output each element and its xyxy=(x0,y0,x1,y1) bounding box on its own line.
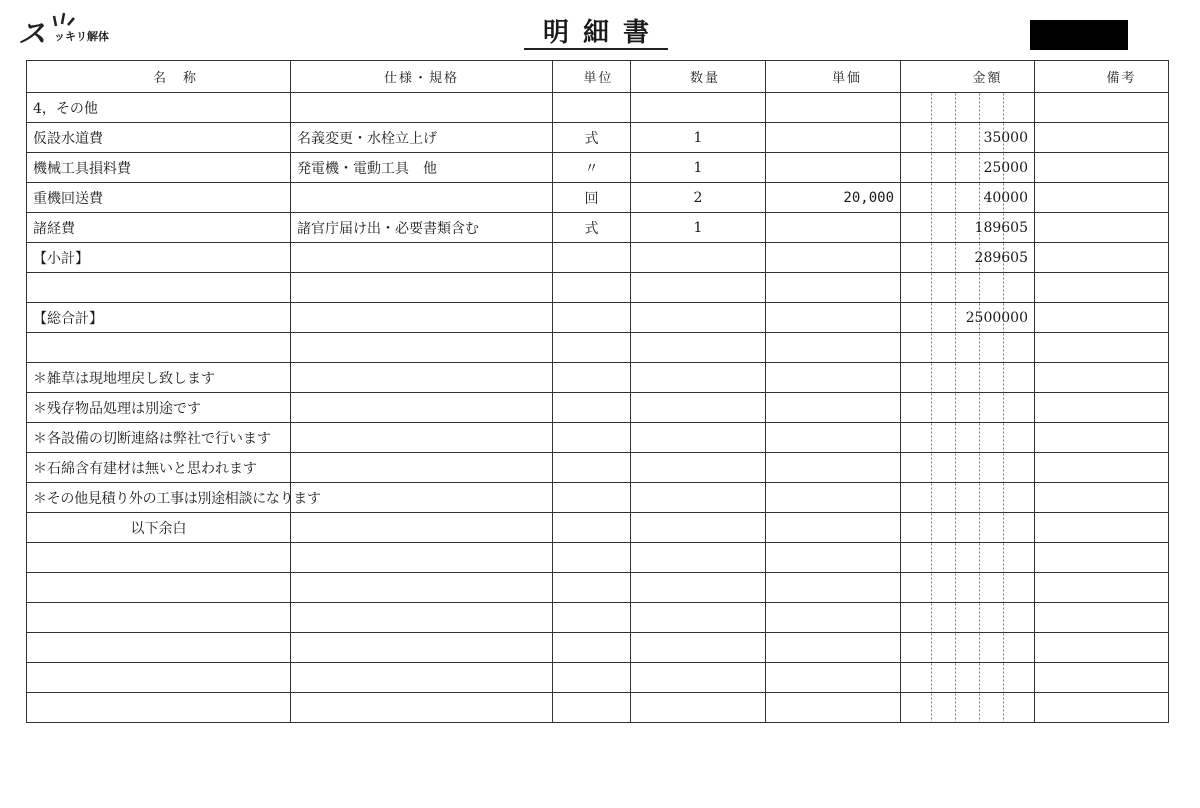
cell-price xyxy=(766,93,901,123)
cell-name xyxy=(27,543,291,573)
cell-name: 以下余白 xyxy=(27,513,291,543)
cell-qty xyxy=(631,423,766,453)
cell-price xyxy=(766,663,901,693)
cell-amount: 40000 xyxy=(901,183,1035,213)
cell-spec xyxy=(291,273,553,303)
cell-qty xyxy=(631,273,766,303)
cell-price xyxy=(766,453,901,483)
cell-price xyxy=(766,573,901,603)
cell-qty: 1 xyxy=(631,153,766,183)
cell-name: ＊その他見積り外の工事は別途相談になります xyxy=(27,483,291,513)
table-row xyxy=(27,213,1169,243)
cell-note xyxy=(1035,543,1169,573)
cell-note xyxy=(1035,423,1169,453)
cell-name xyxy=(27,333,291,363)
cell-amount: 189605 xyxy=(901,213,1035,243)
cell-note xyxy=(1035,303,1169,333)
cell-note xyxy=(1035,453,1169,483)
cell-unit: 式 xyxy=(553,213,631,243)
table-row xyxy=(27,333,1169,363)
cell-unit xyxy=(553,333,631,363)
cell-qty xyxy=(631,573,766,603)
cell-unit xyxy=(553,693,631,723)
cell-amount xyxy=(901,483,1035,513)
cell-qty xyxy=(631,363,766,393)
table-row xyxy=(27,693,1169,723)
cell-note xyxy=(1035,603,1169,633)
cell-spec xyxy=(291,543,553,573)
table-row xyxy=(27,393,1169,423)
cell-amount xyxy=(901,93,1035,123)
document-title: 明細書 xyxy=(524,18,668,50)
cell-name: ＊石綿含有建材は無いと思われます xyxy=(27,453,291,483)
table-row xyxy=(27,603,1169,633)
cell-amount xyxy=(901,633,1035,663)
cell-qty xyxy=(631,483,766,513)
header-amount: 金額 xyxy=(901,61,1035,93)
cell-name: 重機回送費 xyxy=(27,183,291,213)
cell-spec xyxy=(291,513,553,543)
cell-spec xyxy=(291,633,553,663)
cell-unit xyxy=(553,573,631,603)
cell-spec xyxy=(291,363,553,393)
cell-amount xyxy=(901,513,1035,543)
cell-note xyxy=(1035,183,1169,213)
cell-price xyxy=(766,543,901,573)
cell-note xyxy=(1035,393,1169,423)
cell-qty xyxy=(631,663,766,693)
table-body xyxy=(27,93,1169,723)
cell-spec xyxy=(291,393,553,423)
table-row xyxy=(27,633,1169,663)
detail-table xyxy=(26,60,1169,723)
cell-name: ＊雑草は現地埋戻し致します xyxy=(27,363,291,393)
cell-price xyxy=(766,423,901,453)
cell-unit: 回 xyxy=(553,183,631,213)
cell-amount xyxy=(901,363,1035,393)
cell-note xyxy=(1035,93,1169,123)
cell-price xyxy=(766,633,901,663)
cell-unit: 〃 xyxy=(553,153,631,183)
cell-spec: 発電機・電動工具 他 xyxy=(291,153,553,183)
header-qty: 数量 xyxy=(631,61,766,93)
cell-name: 【小計】 xyxy=(27,243,291,273)
cell-amount xyxy=(901,333,1035,363)
cell-spec xyxy=(291,93,553,123)
cell-note xyxy=(1035,213,1169,243)
cell-name xyxy=(27,693,291,723)
cell-qty xyxy=(631,453,766,483)
header-name: 名 称 xyxy=(27,61,291,93)
cell-price xyxy=(766,363,901,393)
cell-amount: 35000 xyxy=(901,123,1035,153)
table-row xyxy=(27,573,1169,603)
cell-price: 20,000 xyxy=(766,183,901,213)
cell-amount xyxy=(901,663,1035,693)
cell-note xyxy=(1035,363,1169,393)
cell-spec xyxy=(291,423,553,453)
cell-price xyxy=(766,123,901,153)
cell-note xyxy=(1035,693,1169,723)
cell-qty xyxy=(631,93,766,123)
logo-mark: ス xyxy=(18,17,47,50)
cell-spec xyxy=(291,663,553,693)
cell-name xyxy=(27,273,291,303)
cell-spec xyxy=(291,453,553,483)
table-row xyxy=(27,93,1169,123)
table-row xyxy=(27,453,1169,483)
cell-unit xyxy=(553,633,631,663)
cell-unit xyxy=(553,543,631,573)
cell-amount: 25000 xyxy=(901,153,1035,183)
cell-amount xyxy=(901,393,1035,423)
sparkle-icon xyxy=(52,10,78,28)
cell-unit xyxy=(553,603,631,633)
table-row xyxy=(27,303,1169,333)
cell-unit: 式 xyxy=(553,123,631,153)
company-logo xyxy=(18,10,128,50)
cell-note xyxy=(1035,483,1169,513)
cell-unit xyxy=(553,93,631,123)
cell-qty xyxy=(631,513,766,543)
cell-name xyxy=(27,633,291,663)
cell-unit xyxy=(553,663,631,693)
cell-name: 4，その他 xyxy=(27,93,291,123)
cell-price xyxy=(766,483,901,513)
cell-note xyxy=(1035,333,1169,363)
table-row xyxy=(27,483,1169,513)
header-unit: 単位 xyxy=(553,61,631,93)
cell-price xyxy=(766,393,901,423)
cell-amount xyxy=(901,693,1035,723)
cell-qty: 2 xyxy=(631,183,766,213)
cell-unit xyxy=(553,303,631,333)
table-row xyxy=(27,243,1169,273)
cell-price xyxy=(766,693,901,723)
cell-spec xyxy=(291,243,553,273)
cell-note xyxy=(1035,243,1169,273)
cell-qty: 1 xyxy=(631,213,766,243)
cell-name: 【総合計】 xyxy=(27,303,291,333)
cell-unit xyxy=(553,513,631,543)
cell-unit xyxy=(553,273,631,303)
cell-note xyxy=(1035,633,1169,663)
table-row xyxy=(27,273,1169,303)
table-row xyxy=(27,363,1169,393)
cell-qty xyxy=(631,333,766,363)
cell-spec xyxy=(291,183,553,213)
cell-qty xyxy=(631,693,766,723)
table-row xyxy=(27,663,1169,693)
cell-price xyxy=(766,333,901,363)
cell-amount xyxy=(901,273,1035,303)
cell-name: 仮設水道費 xyxy=(27,123,291,153)
cell-note xyxy=(1035,123,1169,153)
table-row xyxy=(27,543,1169,573)
cell-qty xyxy=(631,393,766,423)
cell-price xyxy=(766,603,901,633)
cell-note xyxy=(1035,273,1169,303)
header-row xyxy=(27,61,1169,93)
cell-amount xyxy=(901,603,1035,633)
cell-name: 諸経費 xyxy=(27,213,291,243)
cell-amount xyxy=(901,453,1035,483)
cell-unit xyxy=(553,363,631,393)
cell-name xyxy=(27,603,291,633)
cell-spec xyxy=(291,573,553,603)
cell-qty xyxy=(631,603,766,633)
header-price: 単価 xyxy=(766,61,901,93)
cell-name xyxy=(27,663,291,693)
table-row xyxy=(27,423,1169,453)
redacted-block xyxy=(1030,20,1128,50)
cell-note xyxy=(1035,513,1169,543)
cell-spec xyxy=(291,603,553,633)
cell-amount xyxy=(901,423,1035,453)
cell-spec: 名義変更・水栓立上げ xyxy=(291,123,553,153)
cell-spec xyxy=(291,303,553,333)
cell-name: ＊各設備の切断連絡は弊社で行います xyxy=(27,423,291,453)
cell-price xyxy=(766,303,901,333)
cell-qty xyxy=(631,543,766,573)
cell-amount: 289605 xyxy=(901,243,1035,273)
cell-spec xyxy=(291,333,553,363)
cell-price xyxy=(766,513,901,543)
header-spec: 仕様・規格 xyxy=(291,61,553,93)
cell-note xyxy=(1035,153,1169,183)
table-row xyxy=(27,153,1169,183)
cell-name: ＊残存物品処理は別途です xyxy=(27,393,291,423)
cell-amount: 2500000 xyxy=(901,303,1035,333)
cell-price xyxy=(766,153,901,183)
cell-qty xyxy=(631,243,766,273)
cell-spec xyxy=(291,483,553,513)
table-row xyxy=(27,183,1169,213)
cell-qty xyxy=(631,633,766,663)
cell-unit xyxy=(553,483,631,513)
cell-unit xyxy=(553,453,631,483)
cell-qty: 1 xyxy=(631,123,766,153)
cell-note xyxy=(1035,663,1169,693)
header-note: 備考 xyxy=(1035,61,1169,93)
cell-spec: 諸官庁届け出・必要書類含む xyxy=(291,213,553,243)
cell-name xyxy=(27,573,291,603)
cell-amount xyxy=(901,573,1035,603)
table-row xyxy=(27,123,1169,153)
cell-note xyxy=(1035,573,1169,603)
cell-unit xyxy=(553,243,631,273)
cell-name: 機械工具損料費 xyxy=(27,153,291,183)
cell-price xyxy=(766,213,901,243)
cell-price xyxy=(766,243,901,273)
logo-text: ッキリ解体 xyxy=(54,30,109,43)
cell-unit xyxy=(553,393,631,423)
cell-price xyxy=(766,273,901,303)
cell-spec xyxy=(291,693,553,723)
cell-qty xyxy=(631,303,766,333)
cell-amount xyxy=(901,543,1035,573)
table-row xyxy=(27,513,1169,543)
cell-unit xyxy=(553,423,631,453)
